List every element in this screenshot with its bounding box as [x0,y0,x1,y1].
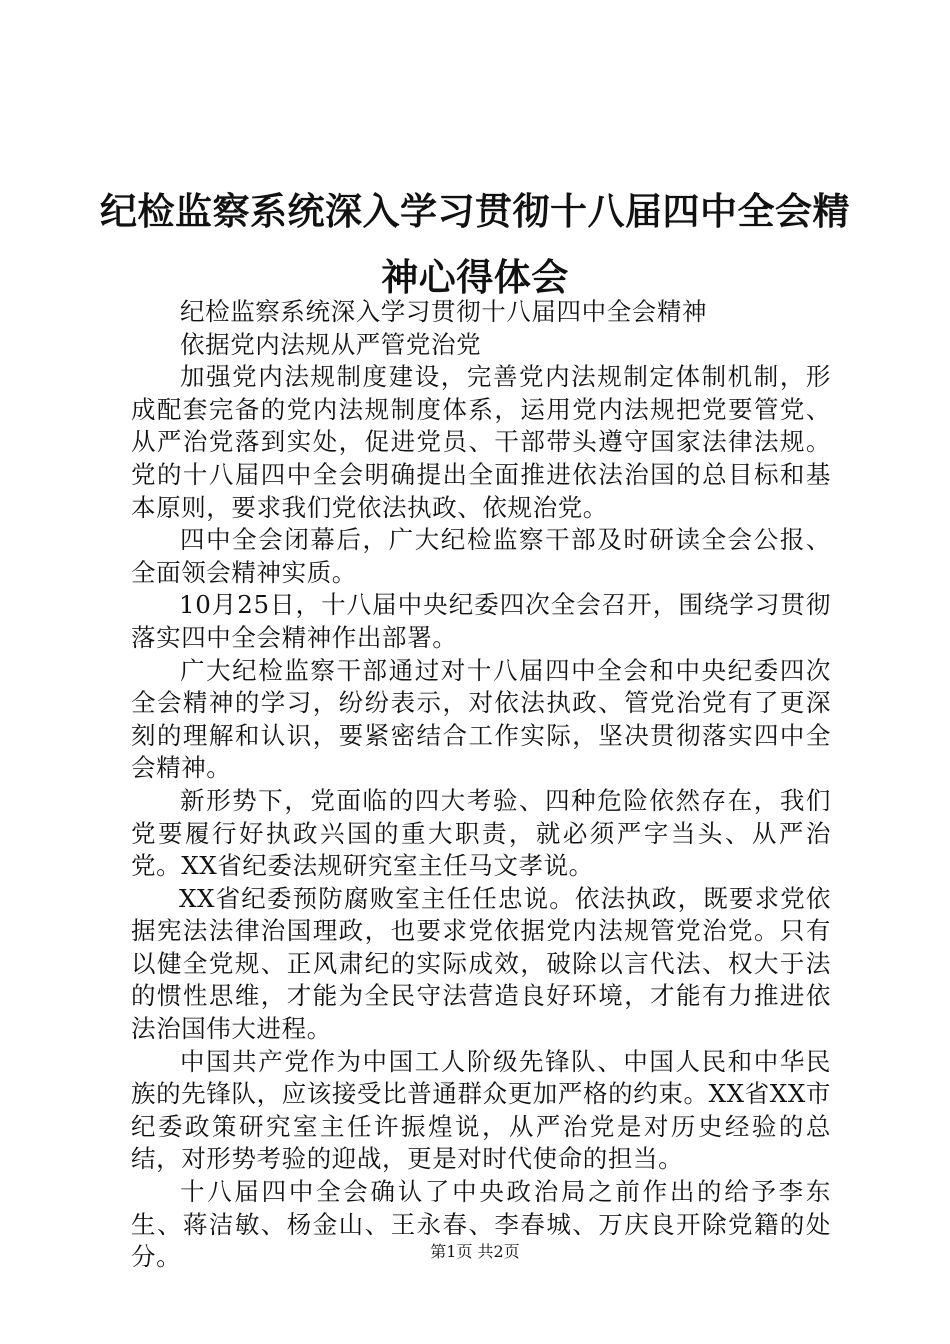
paragraph: 十八届四中全会确认了中央政治局之前作出的给予李东生、蒋洁敏、杨金山、王永春、李春城、万庆良开除党籍的处分。 [131,1177,831,1272]
paragraph-heading: 依据党内法规从严管党治党 [180,329,482,359]
document-body [131,296,831,1274]
paragraph: 10月25日，十八届中央纪委四次全会召开，围绕学习贯彻落实四中全会精神作出部署。 [131,590,831,652]
document-title: 纪检监察系统深入学习贯彻十八届四中全会精神心得体会 [100,189,850,299]
paragraph: 广大纪检监察干部通过对十八届四中全会和中央纪委四次全会精神的学习，纷纷表示，对依法执政、管党治党有了更深刻的理解和认识，要紧密结合工作实际，坚决贯彻落实四中全会精神。 [131,655,831,783]
paragraph: XX省纪委预防腐败室主任任忠说。依法执政，既要求党依据宪法法律治国理政，也要求党依据党内法规管党治党。只有以健全党规、正风肃纪的实际成效，破除以言代法、权大于法的惯性思维，才能为全民守法营造良好环境，才能有力推进依法治国伟大进程。 [131,883,831,1044]
page-footer: 第1页 共2页 [430,1242,520,1261]
paragraph: 四中全会闭幕后，广大纪检监察干部及时研读全会公报、全面领会精神实质。 [131,525,831,587]
paragraph: 加强党内法规制度建设，完善党内法规制定体制机制，形成配套完备的党内法规制度体系，运用党内法规把党要管党、从严治党落到实处，促进党员、干部带头遵守国家法律法规。党的十八届四中全会明确提出全面推进依法治国的总目标和基本原则，要求我们党依法执政、依规治党。 [131,362,831,522]
paragraph: 中国共产党作为中国工人阶级先锋队、中国人民和中华民族的先锋队，应该接受比普通群众更加严格的约束。XX省XX市纪委政策研究室主任许振煌说，从严治党是对历史经验的总结，对形势考验的迎战，更是对时代使命的担当。 [131,1046,831,1174]
paragraph: 新形势下，党面临的四大考验、四种危险依然存在，我们党要履行好执政兴国的重大职责，就必须严字当头、从严治党。XX省纪委法规研究室主任马文孝说。 [131,785,831,881]
paragraph-subtitle: 纪检监察系统深入学习贯彻十八届四中全会精神 [180,297,708,326]
